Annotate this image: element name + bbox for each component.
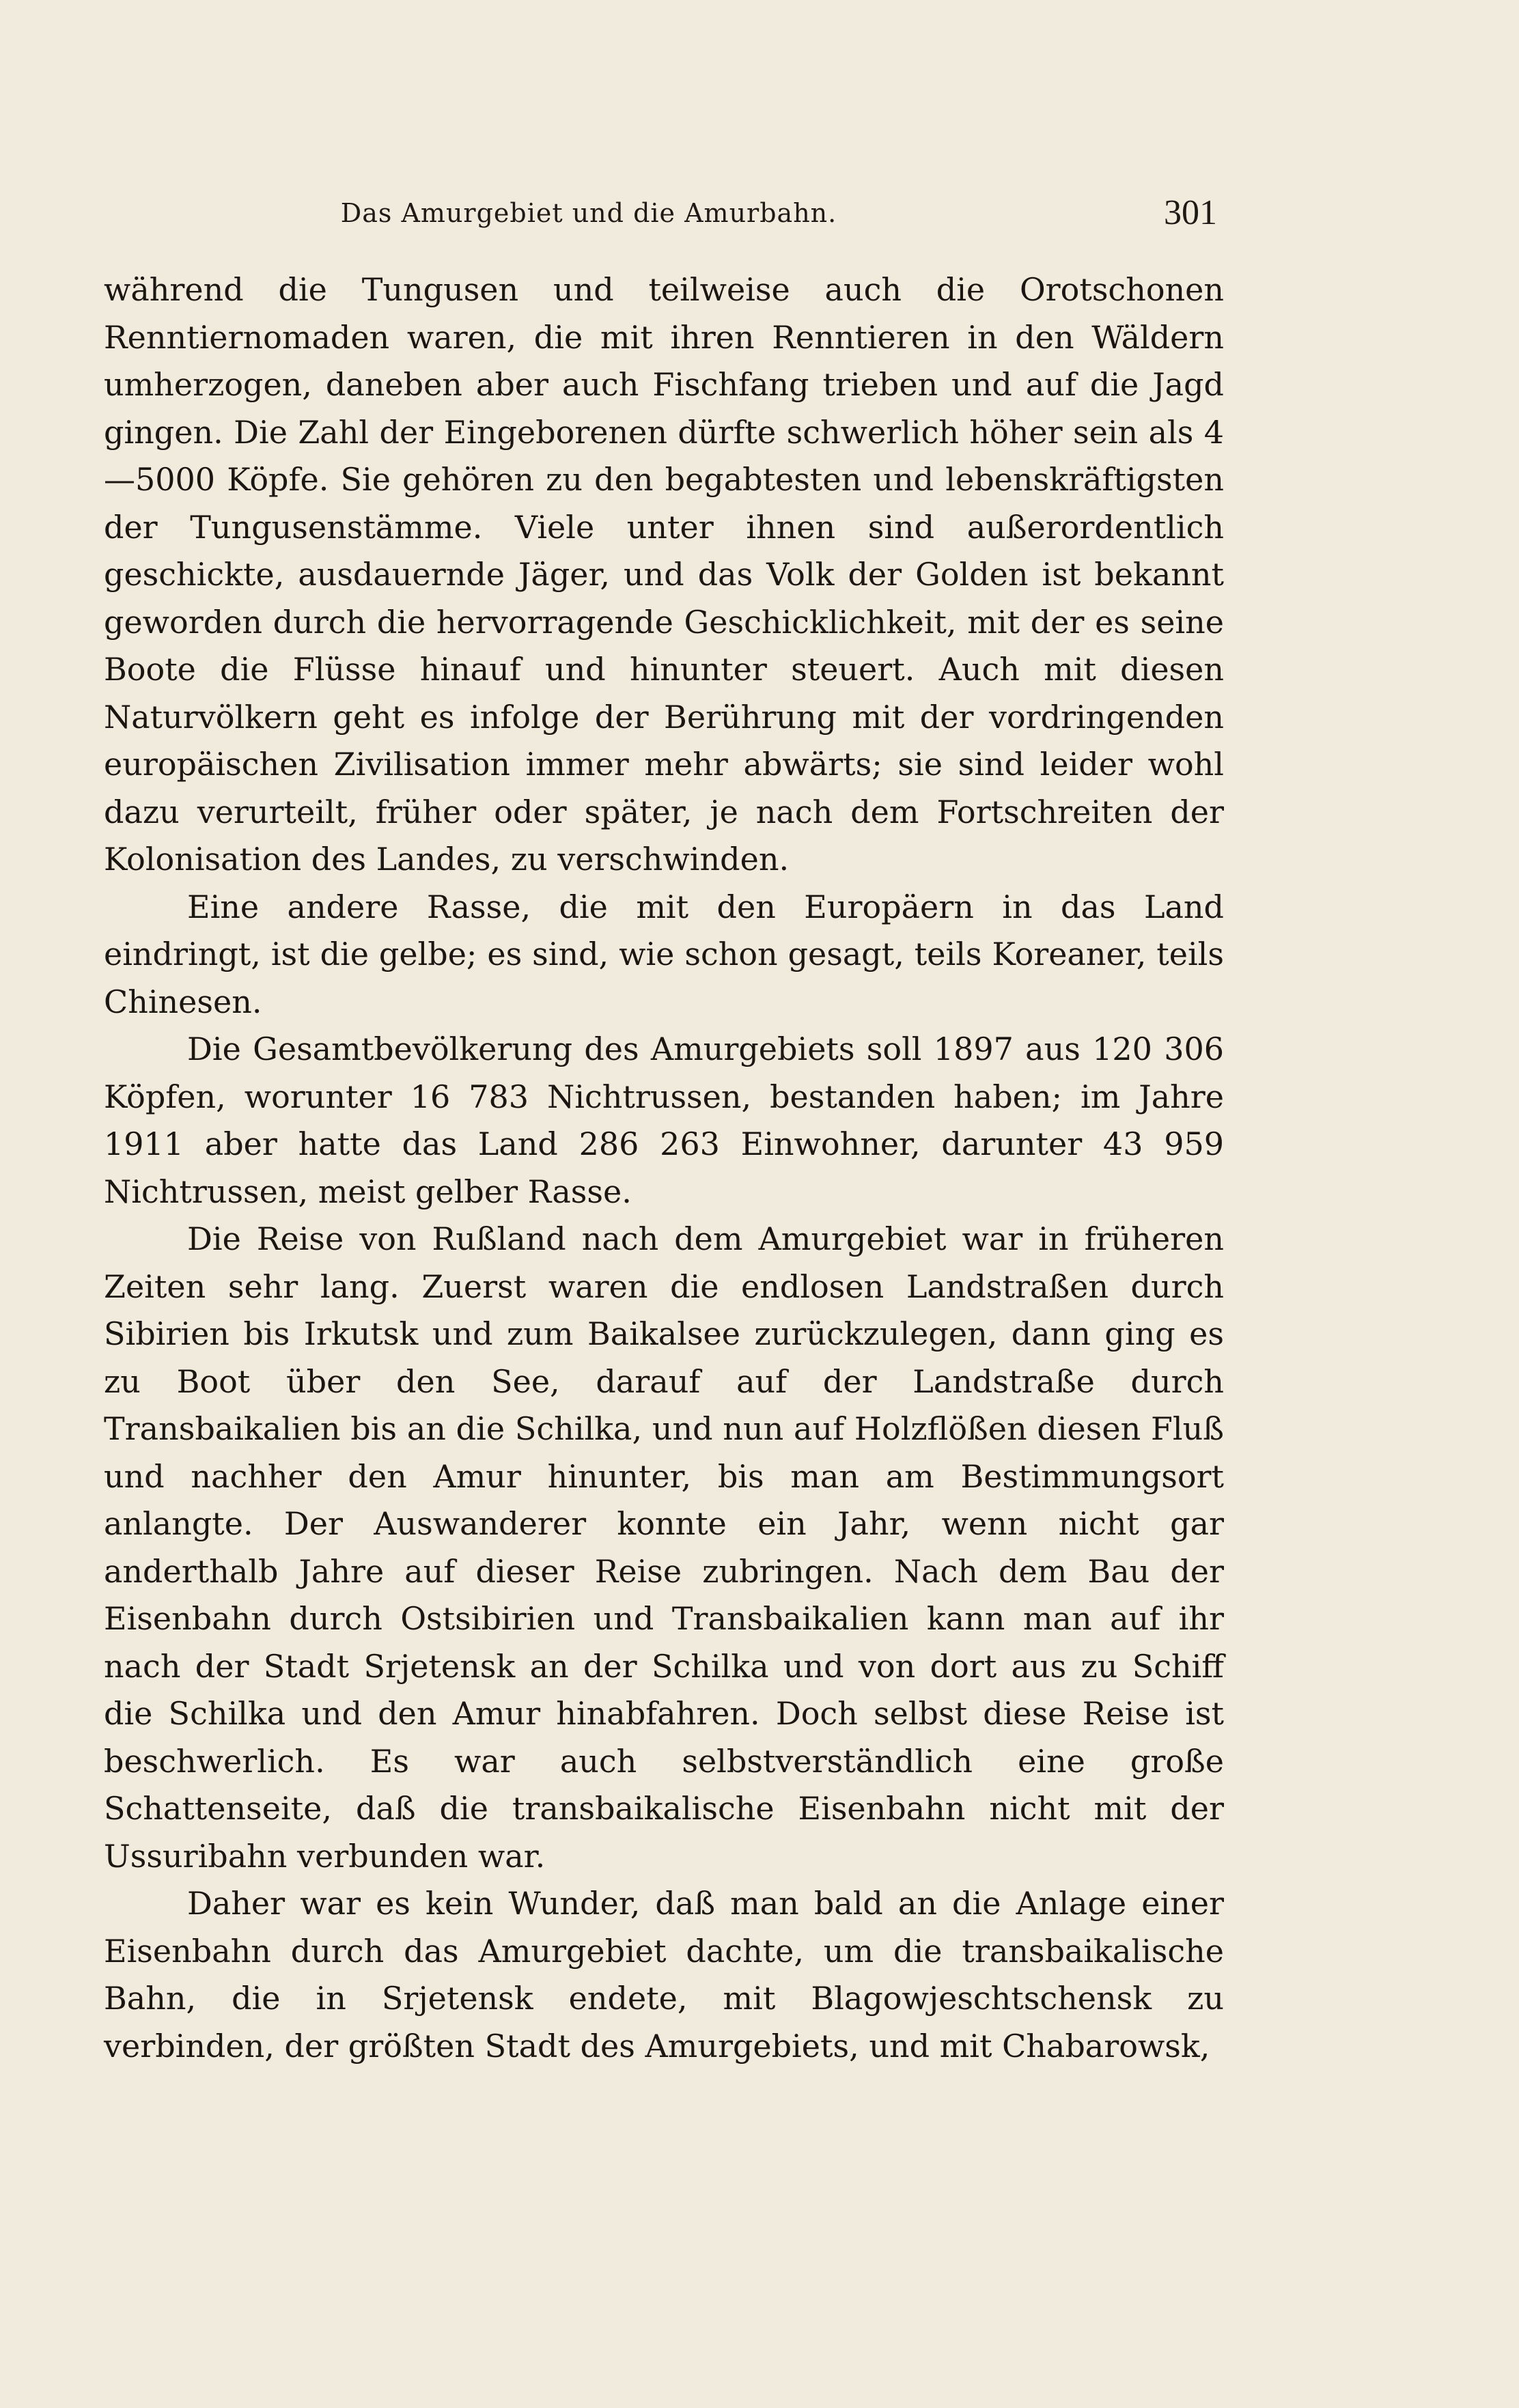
paragraph-journey: Die Reise von Rußland nach dem Amurgebiet war in früheren Zeiten sehr lang. Zuerst waren die endlosen Landstraßen durch Sibirien bis Irkutsk und zum Baikalsee zurückzulegen, dann ging es zu Boot über den See, darauf auf der Landstraße durch Transbaikalien bis an die Schilka, und nun auf Holzflößen diesen Fluß und nachher den Amur hinunter, bis man am Bestimmungsort anlangte. Der Auswanderer konnte ein Jahr, wenn nicht gar anderthalb Jahre auf dieser Reise zubringen. Nach dem Bau der Eisenbahn durch Ostsibirien und Transbaikalien kann man auf ihr nach der Stadt Srjetensk an der Schilka und von dort aus zu Schiff die Schilka und den Amur hinabfahren. Doch selbst diese Reise ist beschwerlich. Es war auch selbstverständlich eine große Schattenseite, daß die transbaikalische Eisenbahn nicht mit der Ussuribahn verbunden war. [104, 1220, 1224, 1875]
page-header [104, 193, 1217, 240]
running-title: Das Amurgebiet und die Amurbahn. [340, 198, 837, 228]
paragraph-population: Die Gesamtbevölkerung des Amurgebiets soll 1897 aus 120 306 Köpfen, worunter 16 783 Nichtrussen, bestanden haben; im Jahre 1911 aber hatte das Land 286 263 Einwohner, darunter 43 959 Nichtrussen, meist gelber Rasse. [104, 1031, 1224, 1210]
page-number: 301 [1164, 193, 1217, 232]
paragraph-railway: Daher war es kein Wunder, daß man bald an die Anlage einer Eisenbahn durch das Amurgebiet dachte, um die transbaikalische Bahn, die in Srjetensk endete, mit Blagowjeschtschensk zu verbinden, der größten Stadt des Amurgebiets, und mit Chabarowsk, [104, 1885, 1224, 2064]
body-text [104, 266, 1224, 2070]
paragraph-yellow-race: Eine andere Rasse, die mit den Europäern in das Land eindringt, ist die gelbe; es sind, wie schon gesagt, teils Koreaner, teils Chinesen. [104, 888, 1224, 1020]
paragraph-natives: während die Tungusen und teilweise auch die Orotschonen Renntiernomaden waren, die mit ihren Renntieren in den Wäldern umherzogen, daneben aber auch Fischfang trieben und auf die Jagd gingen. Die Zahl der Eingeborenen dürfte schwerlich höher sein als 4—5000 Köpfe. Sie gehören zu den begabtesten und lebenskräftigsten der Tungusenstämme. Viele unter ihnen sind außerordentlich geschickte, ausdauernde Jäger, und das Volk der Golden ist bekannt geworden durch die hervorragende Geschicklichkeit, mit der es seine Boote die Flüsse hinauf und hinunter steuert. Auch mit diesen Naturvölkern geht es infolge der Berührung mit der vordringenden europäischen Zivilisation immer mehr abwärts; sie sind leider wohl dazu verurteilt, früher oder später, je nach dem Fortschreiten der Kolonisation des Landes, zu verschwinden. [104, 271, 1224, 878]
